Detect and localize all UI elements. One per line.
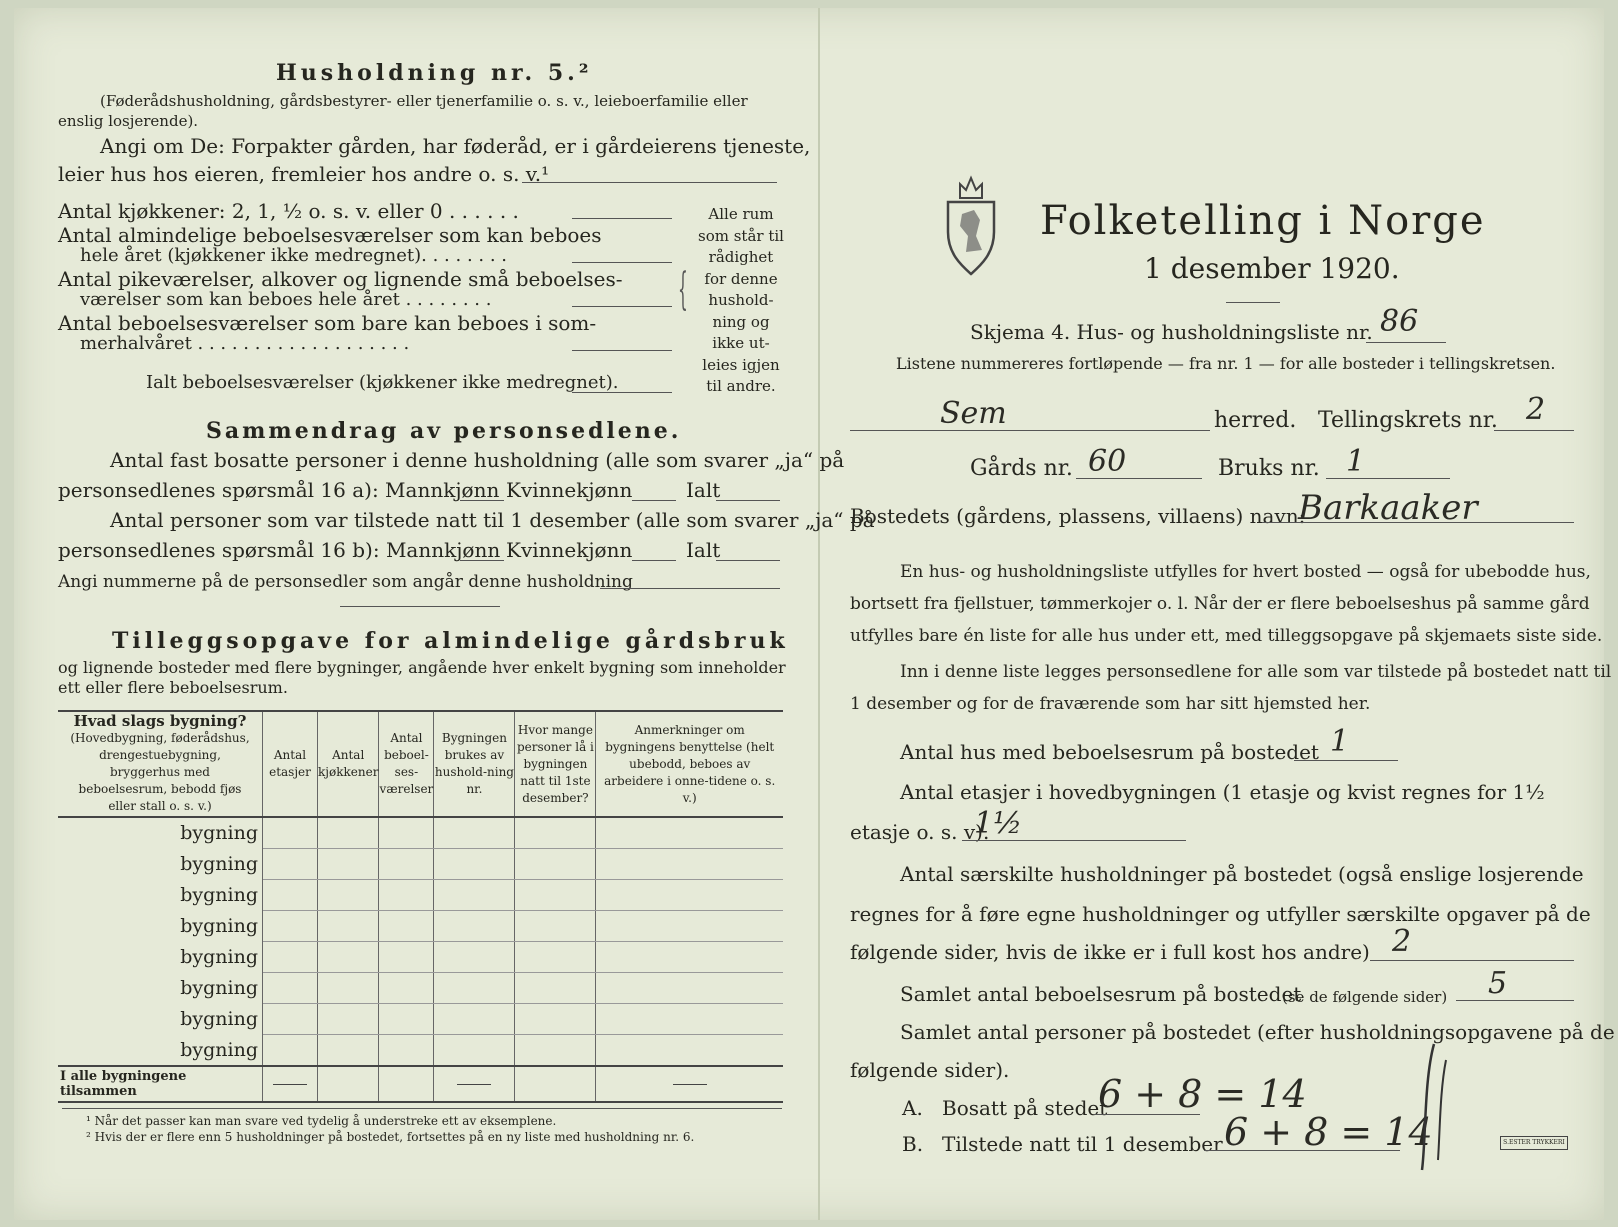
tillegg-text-1: og lignende bosteder med flere bygninger, angående hver enkelt bygning som inneholder [58, 658, 786, 677]
q-households-2: regnes for å føre egne husholdninger og utfyller særskilte opgaver på de [850, 902, 1591, 926]
table-cell [263, 973, 318, 1004]
table-cell [263, 1004, 318, 1035]
tellingskrets-value: 2 [1526, 392, 1546, 427]
table-header-row [58, 711, 783, 817]
q-floors-value: 1½ [974, 806, 1023, 841]
tillegg-title: Tilleggsopgave for almindelige gårdsbruk [112, 628, 789, 654]
gards-label: Gårds nr. [970, 456, 1073, 481]
answer-line [572, 392, 672, 393]
answer-line [1456, 1000, 1574, 1001]
tellingskrets-label: Tellingskrets nr. [1318, 408, 1498, 433]
table-cell [263, 911, 318, 942]
instructions-5: 1 desember og for de fraværende som har sitt hjemsted her. [850, 694, 1371, 714]
table-cell [596, 849, 783, 880]
table-cell [318, 973, 379, 1004]
b-value: 6 + 8 = 14 [1224, 1110, 1433, 1154]
angi-line-2: leier hus hos eieren, fremleier hos andre o. s. v.¹ [58, 162, 550, 186]
a-value: 6 + 8 = 14 [1098, 1072, 1307, 1116]
total-cell [515, 1066, 596, 1102]
table-row [58, 911, 783, 942]
table-cell [263, 817, 318, 849]
table-cell [596, 973, 783, 1004]
col-household-nr: Bygningen brukes av hushold-ning nr. [434, 711, 515, 817]
answer-line [460, 500, 504, 501]
q-houses: Antal hus med beboelsesrum på bostedet [900, 740, 1319, 764]
herred-label: herred. [1214, 408, 1297, 433]
q-rooms-note: (se de følgende sider) [1282, 988, 1448, 1006]
table-row [58, 1004, 783, 1035]
b-text: Tilstede natt til 1 desember [942, 1132, 1223, 1156]
bruks-value: 1 [1346, 444, 1366, 479]
table-cell [515, 880, 596, 911]
building-label: bygning [58, 1004, 263, 1035]
footnote-2: ² Hvis der er flere enn 5 husholdninger på bostedet, fortsettes på en ny liste med husholdning nr. 6. [86, 1130, 695, 1144]
rooms-summer-2: merhalvåret . . . . . . . . . . . . . . . . . . . [80, 333, 410, 354]
answer-line [1262, 522, 1574, 523]
answer-line [1076, 478, 1202, 479]
answer-line [460, 560, 504, 561]
table-cell [434, 1035, 515, 1067]
table-row [58, 880, 783, 911]
col-floors: Antal etasjer [263, 711, 318, 817]
table-cell [434, 1004, 515, 1035]
table-row [58, 973, 783, 1004]
total-cell [318, 1066, 379, 1102]
table-cell [434, 849, 515, 880]
building-label: bygning [58, 880, 263, 911]
table-row [58, 849, 783, 880]
building-label: bygning [58, 1035, 263, 1067]
angi-nummerne: Angi nummerne på de personsedler som angår denne husholdning [58, 572, 633, 592]
answer-line [632, 500, 676, 501]
summary-2-kvinne: Kvinnekjønn [506, 538, 633, 562]
q-households-1: Antal særskilte husholdninger på bostedet (også enslige losjerende [900, 862, 1584, 886]
bostedets-label: Bostedets (gårdens, plassens, villaens) navn: [850, 504, 1306, 528]
table-cell [379, 880, 434, 911]
instructions-3: utfylles bare én liste for alle hus under ett, med tilleggsopgave på skjemaets siste side. [850, 626, 1603, 646]
rooms-small-1: Antal pikeværelser, alkover og lignende små beboelses- [58, 267, 623, 291]
col-kitchens: Antal kjøkkener [318, 711, 379, 817]
instructions-4: Inn i denne liste legges personsedlene for alle som var tilstede på bostedet natt til [900, 662, 1612, 682]
gards-value: 60 [1088, 444, 1127, 479]
table-cell [379, 1004, 434, 1035]
footnote-1: ¹ Når det passer kan man svare ved tydelig å understreke ett av eksemplene. [86, 1114, 557, 1128]
table-cell [434, 942, 515, 973]
coat-of-arms-icon [944, 170, 998, 280]
table-row [58, 942, 783, 973]
table-cell [263, 1035, 318, 1067]
table-cell [515, 942, 596, 973]
table-cell [379, 1035, 434, 1067]
total-label: I alle bygningene tilsammen [58, 1066, 263, 1102]
answer-line [572, 262, 672, 263]
answer-line [1204, 1150, 1400, 1151]
answer-line [632, 560, 676, 561]
summary-1a: Antal fast bosatte personer i denne husholdning (alle som svarer „ja“ på [110, 448, 845, 472]
summary-2a: Antal personer som var tilstede natt til 1 desember (alle som svarer „ja“ på [110, 508, 875, 532]
page-fold [818, 8, 820, 1220]
table-cell [596, 817, 783, 849]
summary-2b: personsedlenes spørsmål 16 b): Mannkjønn [58, 538, 501, 562]
table-cell [379, 973, 434, 1004]
col-building-type: Hvad slags bygning? (Hovedbygning, føderådshus, drengestuebygning, bryggerhus med beboelsesrum, bebodd fjøs eller stall o. s. v.) [58, 711, 263, 817]
col-remarks: Anmerkninger om bygningens benyttelse (helt ubebodd, beboes av arbeidere i onne-tidene o. s. v.) [596, 711, 783, 817]
table-cell [379, 849, 434, 880]
summary-1b: personsedlenes spørsmål 16 a): Mannkjønn [58, 478, 500, 502]
total-cell [379, 1066, 434, 1102]
instructions-1: En hus- og husholdningsliste utfylles for hvert bosted — også for ubebodde hus, [900, 562, 1591, 582]
household-heading: Husholdning nr. 5.² [276, 60, 593, 86]
b-label: B. [902, 1132, 924, 1156]
q-households-value: 2 [1392, 924, 1412, 959]
answer-line [1366, 342, 1446, 343]
table-cell [318, 942, 379, 973]
herred-value: Sem [940, 396, 1007, 431]
skjema-label: Skjema 4. Hus- og husholdningsliste nr. [970, 320, 1373, 344]
rooms-ordinary-2: hele året (kjøkkener ikke medregnet). . . . . . . . [80, 245, 507, 266]
answer-line [1370, 960, 1574, 961]
table-cell [379, 817, 434, 849]
census-date: 1 desember 1920. [1144, 252, 1400, 285]
summary-1-ialt: Ialt [686, 478, 721, 502]
answer-line [600, 588, 780, 589]
building-label: bygning [58, 817, 263, 849]
q-households-3: følgende sider, hvis de ikke er i full kost hos andre) [850, 940, 1370, 964]
listene-note: Listene nummereres fortløpende — fra nr. 1 — for alle bosteder i tellingskretsen. [896, 354, 1556, 373]
table-row [58, 1035, 783, 1067]
answer-line [1094, 1114, 1200, 1115]
answer-line [962, 840, 1186, 841]
table-cell [434, 817, 515, 849]
q-floors-2: etasje o. s. v). [850, 820, 990, 844]
table-cell [596, 1004, 783, 1035]
col-persons: Hvor mange personer lå i bygningen natt til 1ste desember? [515, 711, 596, 817]
q-houses-value: 1 [1330, 724, 1350, 759]
summary-1-kvinne: Kvinnekjønn [506, 478, 633, 502]
main-title: Folketelling i Norge [1040, 198, 1486, 244]
table-cell [318, 911, 379, 942]
answer-line [1494, 430, 1574, 431]
side-note: Alle rum som står til rådighet for denne hushold- ning og ikke ut- leies igjen til andre. [698, 205, 784, 395]
table-cell [263, 849, 318, 880]
answer-line [850, 430, 1210, 431]
summary-2-ialt: Ialt [686, 538, 721, 562]
bruks-label: Bruks nr. [1218, 456, 1320, 481]
table-cell [318, 1035, 379, 1067]
printer-stamp: S.ESTER TRYKKERI [1500, 1136, 1568, 1150]
brace: { [678, 264, 688, 315]
answer-line [1294, 760, 1398, 761]
footnote-divider [62, 1108, 782, 1109]
table-cell [515, 817, 596, 849]
building-label: bygning [58, 942, 263, 973]
tillegg-text-2: ett eller flere beboelsesrum. [58, 678, 288, 697]
q-persons-2: følgende sider). [850, 1058, 1010, 1082]
answer-line [572, 218, 672, 219]
rooms-kitchens: Antal kjøkkener: 2, 1, ½ o. s. v. eller 0 . . . . . . [58, 199, 519, 223]
answer-line [572, 306, 672, 307]
table-cell [263, 942, 318, 973]
table-cell [596, 942, 783, 973]
total-cell [434, 1066, 515, 1102]
answer-line [716, 500, 780, 501]
col-rooms: Antal beboel-ses-værelser [379, 711, 434, 817]
table-cell [515, 911, 596, 942]
building-label: bygning [58, 973, 263, 1004]
intro-paren-2: enslig losjerende). [58, 112, 199, 130]
table-cell [318, 817, 379, 849]
table-cell [596, 1035, 783, 1067]
intro-paren-1: (Føderådshusholdning, gårdsbestyrer- eller tjenerfamilie o. s. v., leieboerfamilie eller [100, 92, 748, 110]
a-text: Bosatt på stedet [942, 1096, 1108, 1120]
rooms-small-2: værelser som kan beboes hele året . . . . . . . . [80, 289, 492, 310]
total-cell [263, 1066, 318, 1102]
skjema-nr-value: 86 [1380, 304, 1419, 339]
bracket-mark-icon [1414, 1040, 1454, 1180]
bostedets-value: Barkaaker [1298, 488, 1478, 528]
rooms-total: Ialt beboelsesværelser (kjøkkener ikke medregnet). [146, 372, 619, 393]
table-total-row [58, 1066, 783, 1102]
answer-line [1326, 478, 1450, 479]
q-rooms-value: 5 [1488, 966, 1508, 1001]
q-persons-1: Samlet antal personer på bostedet (efter husholdningsopgavene på de [900, 1020, 1615, 1044]
q-rooms: Samlet antal beboelsesrum på bostedet [900, 982, 1302, 1006]
table-cell [596, 880, 783, 911]
table-cell [434, 973, 515, 1004]
table-cell [318, 880, 379, 911]
title-divider [1226, 302, 1280, 303]
table-cell [434, 880, 515, 911]
table-cell [263, 880, 318, 911]
answer-line [716, 560, 780, 561]
building-table [58, 710, 783, 1103]
table-cell [596, 911, 783, 942]
total-cell [596, 1066, 783, 1102]
building-label: bygning [58, 911, 263, 942]
table-cell [379, 911, 434, 942]
answer-line [572, 350, 672, 351]
table-cell [318, 1004, 379, 1035]
building-label: bygning [58, 849, 263, 880]
table-cell [434, 911, 515, 942]
sammendrag-title: Sammendrag av personsedlene. [206, 418, 682, 444]
rooms-summer-1: Antal beboelsesværelser som bare kan beboes i som- [58, 311, 597, 335]
q-floors-1: Antal etasjer i hovedbygningen (1 etasje og kvist regnes for 1½ [900, 780, 1545, 804]
instructions-2: bortsett fra fjellstuer, tømmerkojer o. l. Når der er flere beboelseshus på samme gård [850, 594, 1590, 614]
divider [340, 606, 500, 607]
table-body [58, 817, 783, 1066]
table-cell [515, 1004, 596, 1035]
rooms-ordinary-1: Antal almindelige beboelsesværelser som kan beboes [58, 223, 602, 247]
table-cell [515, 973, 596, 1004]
table-cell [318, 849, 379, 880]
angi-answer-line [522, 182, 777, 183]
a-label: A. [902, 1096, 923, 1120]
table-cell [515, 1035, 596, 1067]
angi-line-1: Angi om De: Forpakter gården, har føderåd, er i gårdeierens tjeneste, [100, 134, 811, 158]
table-cell [379, 942, 434, 973]
table-row [58, 817, 783, 849]
table-cell [515, 849, 596, 880]
